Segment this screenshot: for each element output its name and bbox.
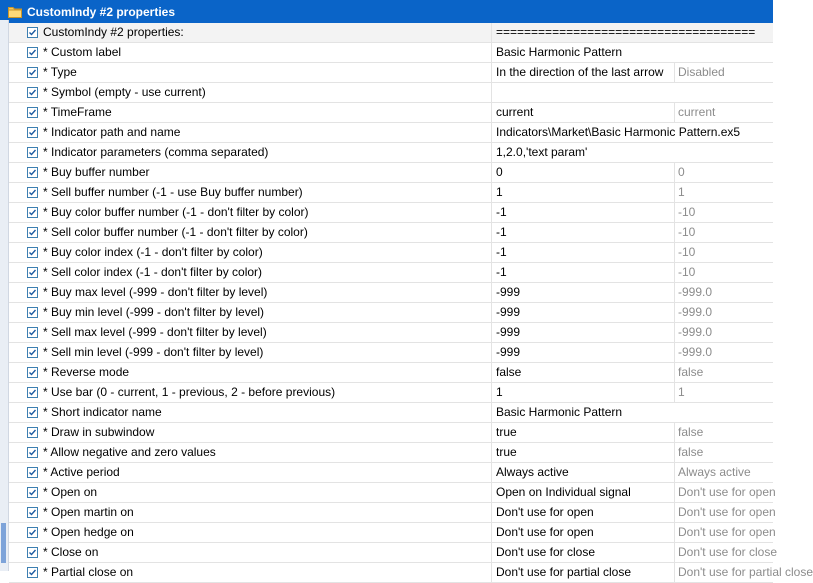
property-name-cell (9, 523, 492, 542)
property-label: * Buy max level (-999 - don't filter by level) (43, 285, 268, 299)
property-label: * Buy color index (-1 - don't filter by color) (43, 245, 263, 259)
property-default-value: false (678, 445, 704, 459)
property-row[interactable] (9, 183, 773, 203)
property-value[interactable]: false (492, 363, 675, 382)
checkmark-icon (28, 308, 37, 317)
property-value[interactable]: -1 (492, 223, 675, 242)
property-value[interactable]: Basic Harmonic Pattern (496, 45, 623, 59)
property-row[interactable] (9, 203, 773, 223)
property-checkbox[interactable] (27, 47, 38, 58)
property-checkbox[interactable] (27, 347, 38, 358)
checkmark-icon (28, 348, 37, 357)
property-checkbox[interactable] (27, 67, 38, 78)
property-default-value: -10 (678, 245, 696, 259)
property-label: * Partial close on (43, 565, 134, 579)
property-label: * Short indicator name (43, 405, 162, 419)
property-row[interactable] (9, 443, 773, 463)
checkmark-icon (28, 508, 37, 517)
property-value[interactable]: Don't use for open (492, 523, 675, 542)
property-value[interactable]: -1 (492, 203, 675, 222)
property-row[interactable] (9, 163, 773, 183)
property-checkbox[interactable] (27, 547, 38, 558)
property-value[interactable]: Don't use for open (492, 503, 675, 522)
property-label: CustomIndy #2 properties: (43, 25, 184, 39)
property-name-cell (9, 343, 492, 362)
property-row[interactable] (9, 523, 776, 543)
side-strip-marker (1, 523, 6, 563)
property-name-cell (9, 43, 492, 62)
checkmark-icon (28, 28, 37, 37)
property-value[interactable]: Always active (492, 463, 675, 482)
checkmark-icon (28, 368, 37, 377)
property-default-value: 1 (678, 185, 685, 199)
checkmark-icon (28, 88, 37, 97)
property-row[interactable] (9, 463, 773, 483)
property-name-cell (9, 323, 492, 342)
checkmark-icon (28, 188, 37, 197)
side-scroll-strip[interactable] (0, 20, 9, 571)
property-label: * Buy color buffer number (-1 - don't filter by color) (43, 205, 309, 219)
checkmark-icon (28, 548, 37, 557)
property-checkbox[interactable] (27, 287, 38, 298)
property-value[interactable]: 1 (492, 183, 675, 202)
property-label: * Type (43, 65, 77, 79)
checkmark-icon (28, 228, 37, 237)
property-label: * Symbol (empty - use current) (43, 85, 206, 99)
property-label: * Reverse mode (43, 365, 130, 379)
property-label: * Active period (43, 465, 120, 479)
property-name-cell (9, 203, 492, 222)
panel-title: CustomIndy #2 properties (27, 4, 176, 19)
property-row[interactable] (9, 123, 773, 143)
property-row[interactable] (9, 23, 773, 43)
property-default-value: Don't use for open (678, 485, 776, 499)
checkmark-icon (28, 48, 37, 57)
property-default-value: -10 (678, 205, 696, 219)
property-value[interactable]: 1,2.0,'text param' (496, 145, 588, 159)
panel-header[interactable] (0, 0, 773, 23)
property-default-value: 0 (678, 165, 685, 179)
property-name-cell (9, 163, 492, 182)
property-default-value: -10 (678, 265, 696, 279)
checkmark-icon (28, 288, 37, 297)
property-name-cell (9, 123, 492, 142)
checkmark-icon (28, 388, 37, 397)
property-value[interactable]: true (492, 443, 675, 462)
property-row[interactable] (9, 323, 773, 343)
property-checkbox[interactable] (27, 87, 38, 98)
property-row[interactable] (9, 103, 773, 123)
property-row[interactable] (9, 423, 773, 443)
checkmark-icon (28, 128, 37, 137)
property-row[interactable] (9, 263, 773, 283)
property-checkbox[interactable] (27, 247, 38, 258)
property-value[interactable]: Don't use for partial close (492, 563, 675, 582)
property-name-cell (9, 263, 492, 282)
checkmark-icon (28, 528, 37, 537)
checkmark-icon (28, 268, 37, 277)
checkmark-icon (28, 108, 37, 117)
property-label: * TimeFrame (43, 105, 112, 119)
property-checkbox[interactable] (27, 227, 38, 238)
property-name-cell (9, 483, 492, 502)
property-label: * Allow negative and zero values (43, 445, 216, 459)
property-value[interactable] (492, 83, 773, 102)
property-checkbox[interactable] (27, 127, 38, 138)
property-name-cell (9, 63, 492, 82)
property-value[interactable]: -999 (492, 343, 675, 362)
property-value[interactable]: true (492, 423, 675, 442)
property-checkbox[interactable] (27, 267, 38, 278)
properties-grid (9, 23, 813, 583)
property-checkbox[interactable] (27, 367, 38, 378)
property-default-value: Always active (678, 465, 751, 479)
property-name-cell (9, 563, 492, 582)
property-label: * Draw in subwindow (43, 425, 155, 439)
property-default-value: -999.0 (678, 285, 713, 299)
property-checkbox[interactable] (27, 427, 38, 438)
property-name-cell (9, 283, 492, 302)
property-value[interactable]: Don't use for close (492, 543, 675, 562)
property-row[interactable] (9, 503, 776, 523)
property-checkbox[interactable] (27, 527, 38, 538)
property-row[interactable] (9, 83, 773, 103)
property-name-cell (9, 303, 492, 322)
property-checkbox[interactable] (27, 387, 38, 398)
property-checkbox[interactable] (27, 467, 38, 478)
property-name-cell (9, 383, 492, 402)
property-value[interactable]: -1 (492, 263, 675, 282)
property-value[interactable]: -999 (492, 303, 675, 322)
property-value[interactable]: Open on Individual signal (492, 483, 675, 502)
property-row[interactable] (9, 143, 773, 163)
checkmark-icon (28, 488, 37, 497)
property-checkbox[interactable] (27, 107, 38, 118)
property-checkbox[interactable] (27, 207, 38, 218)
property-row[interactable] (9, 403, 773, 423)
checkmark-icon (28, 428, 37, 437)
property-label: * Sell max level (-999 - don't filter by level) (43, 325, 267, 339)
property-name-cell (9, 363, 492, 382)
property-row[interactable] (9, 363, 773, 383)
checkmark-icon (28, 328, 37, 337)
property-default-value: -999.0 (678, 325, 713, 339)
checkmark-icon (28, 408, 37, 417)
property-row[interactable] (9, 343, 773, 363)
property-name-cell (9, 423, 492, 442)
checkmark-icon (28, 168, 37, 177)
property-name-cell (9, 183, 492, 202)
property-row[interactable] (9, 563, 813, 583)
property-label: * Indicator path and name (43, 125, 181, 139)
property-label: * Sell min level (-999 - don't filter by level) (43, 345, 264, 359)
property-value[interactable]: In the direction of the last arrow (492, 63, 675, 82)
property-label: * Close on (43, 545, 99, 559)
property-name-cell (9, 443, 492, 462)
property-row[interactable] (9, 243, 773, 263)
property-default-value: Don't use for partial close (678, 565, 813, 579)
checkmark-icon (28, 248, 37, 257)
property-row[interactable] (9, 303, 773, 323)
checkmark-icon (28, 568, 37, 577)
property-label: * Sell color buffer number (-1 - don't filter by color) (43, 225, 308, 239)
property-value[interactable]: -1 (492, 243, 675, 262)
property-value[interactable]: 0 (492, 163, 675, 182)
property-name-cell (9, 543, 492, 562)
property-default-value: Don't use for open (678, 505, 776, 519)
property-name-cell (9, 103, 492, 122)
property-label: * Open on (43, 485, 98, 499)
property-value[interactable]: Indicators\Market\Basic Harmonic Pattern.ex5 (496, 125, 741, 139)
property-label: * Use bar (0 - current, 1 - previous, 2 - before previous) (43, 385, 336, 399)
property-value[interactable]: current (492, 103, 675, 122)
property-name-cell (9, 23, 492, 42)
property-checkbox[interactable] (27, 187, 38, 198)
property-row[interactable] (9, 483, 776, 503)
property-checkbox[interactable] (27, 447, 38, 458)
property-default-value: 1 (678, 385, 685, 399)
property-value[interactable]: ===================================== (492, 23, 773, 42)
property-label: * Sell buffer number (-1 - use Buy buffer number) (43, 185, 303, 199)
checkmark-icon (28, 448, 37, 457)
folder-icon (8, 6, 22, 18)
property-label: * Buy buffer number (43, 165, 150, 179)
property-row[interactable] (9, 223, 773, 243)
property-name-cell (9, 403, 492, 422)
property-default-value: current (678, 105, 716, 119)
checkmark-icon (28, 68, 37, 77)
property-name-cell (9, 143, 492, 162)
property-checkbox[interactable] (27, 487, 38, 498)
property-checkbox[interactable] (27, 327, 38, 338)
property-value[interactable]: Basic Harmonic Pattern (496, 405, 623, 419)
property-value[interactable]: -999 (492, 323, 675, 342)
property-default-value: Disabled (678, 65, 725, 79)
property-default-value: false (678, 425, 704, 439)
property-row[interactable] (9, 543, 778, 563)
property-name-cell (9, 83, 492, 102)
property-row[interactable] (9, 283, 773, 303)
property-label: * Buy min level (-999 - don't filter by level) (43, 305, 265, 319)
property-name-cell (9, 463, 492, 482)
property-label: * Indicator parameters (comma separated) (43, 145, 269, 159)
property-label: * Open martin on (43, 505, 134, 519)
property-default-value: Don't use for open (678, 525, 776, 539)
property-default-value: -999.0 (678, 345, 713, 359)
property-name-cell (9, 243, 492, 262)
checkmark-icon (28, 208, 37, 217)
property-label: * Sell color index (-1 - don't filter by color) (43, 265, 263, 279)
property-checkbox[interactable] (27, 147, 38, 158)
property-row[interactable] (9, 63, 773, 83)
property-name-cell (9, 503, 492, 522)
property-checkbox[interactable] (27, 407, 38, 418)
property-default-value: -999.0 (678, 305, 713, 319)
property-label: * Custom label (43, 45, 122, 59)
property-checkbox[interactable] (27, 27, 38, 38)
property-value[interactable]: -999 (492, 283, 675, 302)
property-checkbox[interactable] (27, 307, 38, 318)
property-checkbox[interactable] (27, 507, 38, 518)
property-default-value: Don't use for close (678, 545, 778, 559)
property-checkbox[interactable] (27, 167, 38, 178)
property-label: * Open hedge on (43, 525, 134, 539)
property-default-value: false (678, 365, 704, 379)
property-default-value: -10 (678, 225, 696, 239)
property-value[interactable]: 1 (492, 383, 675, 402)
checkmark-icon (28, 468, 37, 477)
property-checkbox[interactable] (27, 567, 38, 578)
property-name-cell (9, 223, 492, 242)
property-row[interactable] (9, 383, 773, 403)
property-row[interactable] (9, 43, 773, 63)
checkmark-icon (28, 148, 37, 157)
